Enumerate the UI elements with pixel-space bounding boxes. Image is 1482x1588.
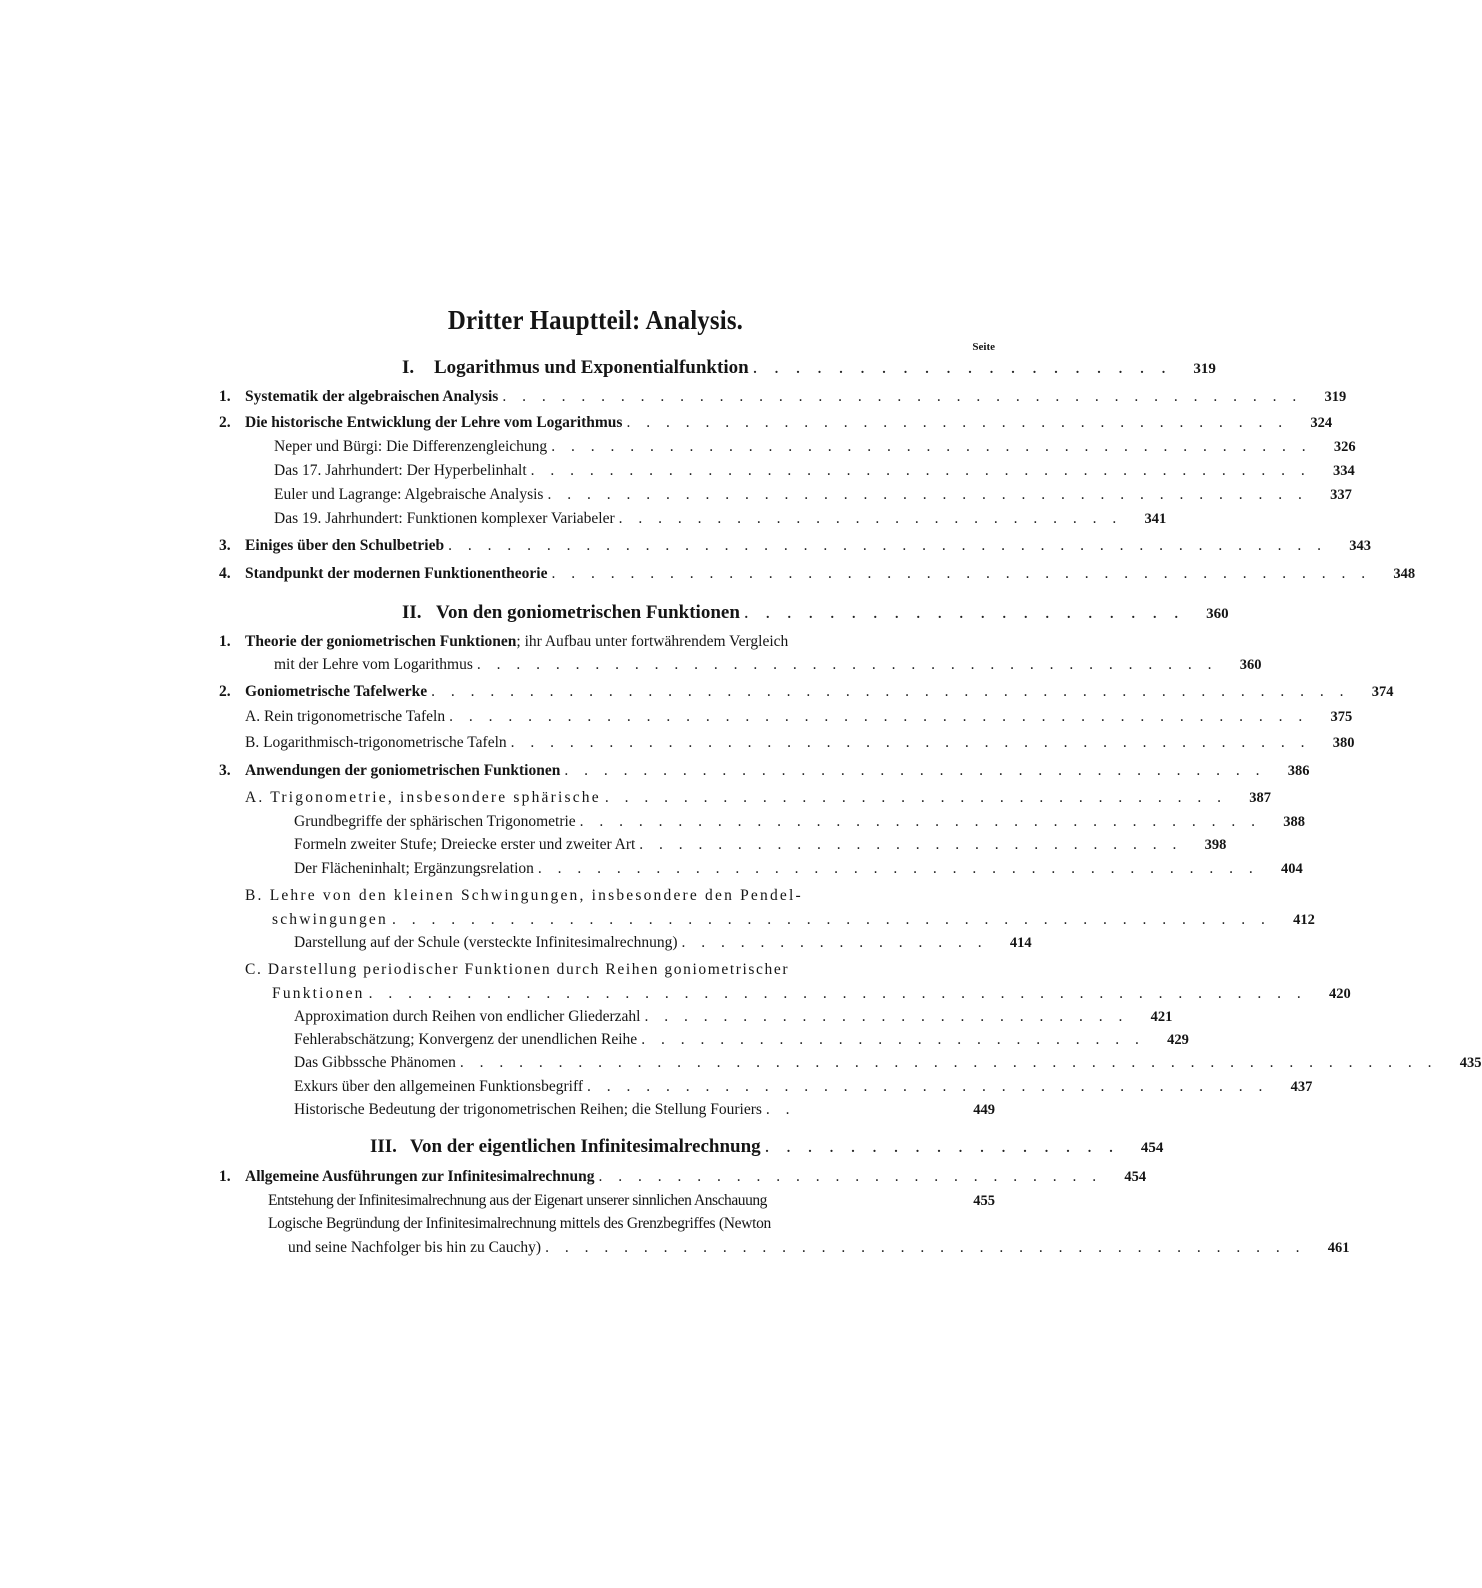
page-number: 437 (1290, 1079, 1313, 1095)
toc-subsubsection[interactable] (294, 833, 1227, 857)
page-number: 337 (1330, 487, 1352, 503)
subsection-title: Das 17. Jahrhundert: Der Hyperbelinhalt (274, 462, 527, 479)
subsubsection-title: Exkurs über den allgemeinen Funktionsbegriff (294, 1078, 583, 1095)
toc-subsubsection[interactable] (294, 931, 1032, 955)
leader-dots: . . . . . . . . . . . . . . . . . . . . . . . . . . . . . . . . . . . . . . . (547, 486, 1308, 503)
chapter-title: Von den goniometrischen Funktionen (436, 602, 740, 623)
toc-subsection[interactable] (245, 705, 1353, 729)
subsection-title-line: schwingungen (272, 911, 388, 928)
toc-subsection[interactable] (245, 958, 947, 982)
leader-dots: . . . . . . . . . . . . . . . . . . . . . . . . . . . . . . . . . . . . . . . (545, 1239, 1306, 1256)
toc-section[interactable] (219, 759, 1310, 783)
subsection-title: Entstehung der Infinitesimalrechnung aus der Eigenart unserer sinnlichen Anschauung (268, 1192, 767, 1209)
section-title: Anwendungen der goniometrischen Funktionen (245, 762, 561, 779)
subsubsection-title: Darstellung auf der Schule (versteckte Infinitesimalrechnung) (294, 934, 678, 951)
section-title: Allgemeine Ausführungen zur Infinitesimalrechnung (245, 1168, 595, 1185)
page-number: 341 (1144, 511, 1167, 527)
section-number: 3. (219, 762, 231, 779)
section-title: Systematik der algebraischen Analysis (245, 388, 499, 405)
chapter-title: Von der eigentlichen Infinitesimalrechnung (410, 1136, 761, 1157)
leader-dots: . . . . . . . . . . . . . . . . . . . . . . . . . . . . . . . . . . . . . . . . (530, 462, 1311, 479)
subsection-title-line: und seine Nachfolger bis hin zu Cauchy) (288, 1239, 542, 1256)
toc-section[interactable] (219, 562, 1416, 586)
leader-dots: . . . . . . . . . . . . . . . . . . . . . . . . . (644, 1008, 1129, 1025)
subsubsection-title: Approximation durch Reihen von endlicher Gliederzahl (294, 1008, 641, 1025)
subsection-title: Euler und Lagrange: Algebraische Analysis (274, 486, 544, 503)
toc-subsection-continuation[interactable] (272, 908, 1315, 932)
leader-dots: . . . . . . . . . . . . . . . . . (764, 1136, 1120, 1157)
leader-dots: . . . . . . . . . . . . . . . . . . . . . . . . . . . . . . . . . . . . . . . . . . . . (449, 708, 1309, 725)
page-number: 360 (1206, 606, 1229, 622)
page-number: 414 (1009, 935, 1032, 951)
leader-dots: . . . . . . . . . . . . . . . . . . . . . . . . . . . . . . . . . . . (579, 813, 1262, 830)
page-number: 429 (1167, 1032, 1189, 1048)
page-number: 334 (1333, 463, 1355, 479)
section-title: Die historische Entwicklung der Lehre vom Logarithmus (245, 414, 623, 431)
page-number: 343 (1349, 538, 1371, 554)
toc-chapter[interactable] (402, 598, 1229, 628)
leader-dots: . . . . . . . . . . . . . . . . . . . . . . . . . . . . . . . . . . . . . . (476, 656, 1218, 673)
page-number: 421 (1150, 1009, 1173, 1025)
toc-subsection-continuation[interactable] (272, 982, 1351, 1006)
subsection-title: Das 19. Jahrhundert: Funktionen komplexer Variabeler (274, 510, 615, 527)
page-number: 388 (1283, 814, 1306, 830)
leader-dots: . . . . . . . . . . . . . . . . . . . . . . . . . . . . . . . . . . . . . . . . . . . . . (448, 537, 1327, 554)
section-number: 3. (219, 537, 231, 554)
page-number: 387 (1249, 790, 1271, 806)
page-number: 435 (1459, 1055, 1482, 1071)
leader-dots: . . . . . . . . . . . . . . . . . . . . . . . . . . . . . . . . . . (626, 414, 1289, 431)
leader-dots: . . . . . . . . . . . . . . . . . . . . . . . . . . . . . . . . . . . . . . . . . . . . . . . . (368, 985, 1307, 1002)
leader-dots: . . . . . . . . . . . . . . . . (681, 934, 988, 951)
leader-dots: . . . . . . . . . . . . . . . . . . . . . . . . . . . . . . . . . . . . . . . . . (510, 734, 1311, 751)
subsubsection-title: Formeln zweiter Stufe; Dreiecke erster und zweiter Art (294, 836, 636, 853)
page-title: Dritter Hauptteil: Analysis. (447, 305, 744, 335)
leader-dots: . . . . . . . . . . . . . . . . . . . . . . . . . . . . . . . . . . . . . . . . . . . . . . . . . . (459, 1054, 1438, 1071)
leader-dots: . . . . . . . . . . . . . . . . . . . . . . . . . . . . . . . . . . . . . . . (551, 438, 1312, 455)
chapter-number: II. (402, 602, 422, 623)
page-number: 386 (1287, 763, 1310, 779)
toc-chapter[interactable] (402, 353, 1216, 383)
section-number: 1. (219, 388, 231, 405)
toc-subsection[interactable] (245, 731, 1355, 755)
toc-subsection[interactable] (268, 1189, 995, 1213)
subsection-title-line: Funktionen (272, 985, 365, 1002)
page-number: 454 (1124, 1169, 1147, 1185)
toc-subsubsection[interactable] (294, 810, 1306, 834)
toc-subsubsection[interactable] (294, 1075, 1313, 1099)
section-number: 2. (219, 683, 231, 700)
page-number: 420 (1329, 986, 1351, 1002)
toc-subsection[interactable] (245, 786, 1271, 810)
leader-dots: . . . . . . . . . . . . . . . . . . . . . . . . . . . . . . . . . . . . . . . . . . (551, 565, 1372, 582)
toc-section[interactable] (219, 534, 1371, 558)
leader-dots: . . . . . . . . . . . . . . . . . . . . . (743, 602, 1185, 623)
chapter-number: III. (370, 1136, 397, 1157)
chapter-title: Logarithmus und Exponentialfunktion (434, 357, 749, 378)
leader-dots: . . . . . . . . . . . . . . . . . . . . (752, 357, 1172, 378)
toc-subsection[interactable] (274, 507, 1167, 531)
leader-dots: . . . . . . . . . . . . . . . . . . . . . . . . . . . . . . . . . . . . . . . . . (502, 388, 1303, 405)
toc-section[interactable] (219, 411, 1333, 435)
page-number: 455 (973, 1193, 995, 1209)
toc-subsection[interactable] (268, 1212, 948, 1236)
toc-subsection[interactable] (274, 483, 1352, 507)
leader-dots: . . . . . . . . . . . . . . . . . . . . . . . . . . . . (639, 836, 1183, 853)
page-column-header: Seite (972, 341, 995, 353)
section-title: Theorie der goniometrischen Funktionen (245, 633, 517, 650)
toc-subsection[interactable] (274, 435, 1356, 459)
subsubsection-title: Der Flächeninhalt; Ergänzungsrelation (294, 860, 534, 877)
leader-dots: . . . . . . . . . . . . . . . . . . . . . . . . . . . . . . . . . . . . . . . . . . . . . (391, 911, 1271, 928)
toc-chapter[interactable] (370, 1132, 1164, 1162)
subsubsection-title: Das Gibbssche Phänomen (294, 1054, 456, 1071)
section-number: 1. (219, 633, 231, 650)
toc-subsubsection[interactable] (294, 857, 1303, 881)
subsection-title: Logische Begründung der Infinitesimalrechnung mittels des Grenzbegriffes (Newton (268, 1215, 771, 1232)
toc-subsection[interactable] (245, 884, 947, 908)
section-title: Einiges über den Schulbetrieb (245, 537, 445, 554)
leader-dots: . . . . . . . . . . . . . . . . . . . . . . . . . . . . . . . . . . . . . . . . . . . . . . . (431, 683, 1350, 700)
page-number: 326 (1333, 439, 1356, 455)
leader-dots: . . . . . . . . . . . . . . . . . . . . . . . . . . . . . . . . (604, 789, 1227, 806)
subsection-title: Neper und Bürgi: Die Differenzengleichung (274, 438, 548, 455)
toc-subsubsection[interactable] (294, 1098, 995, 1122)
page-number: 412 (1293, 912, 1315, 928)
toc-section[interactable] (219, 385, 1347, 409)
page-number: 375 (1330, 709, 1353, 725)
toc-subsubsection[interactable] (294, 1005, 1173, 1029)
section-title-continued: ; ihr Aufbau unter fortwährendem Vergleich (516, 633, 789, 650)
page-number: 449 (973, 1102, 995, 1118)
page-number: 454 (1140, 1140, 1164, 1156)
leader-dots: . . (765, 1101, 796, 1118)
page-number: 319 (1324, 389, 1347, 405)
leader-dots: . . . . . . . . . . . . . . . . . . . . . . . . . . . . . . . . . . . . (564, 762, 1266, 779)
toc-subsection-continuation[interactable] (288, 1236, 1350, 1260)
page-number: 374 (1371, 684, 1394, 700)
page-number: 360 (1239, 657, 1262, 673)
section-number: 1. (219, 1168, 231, 1185)
subsubsection-title: Grundbegriffe der sphärischen Trigonometrie (294, 813, 576, 830)
toc-section[interactable] (219, 1165, 1147, 1189)
subsection-title: C. Darstellung periodischer Funktionen durch Reihen goniometrischer (245, 961, 790, 978)
section-title: Standpunkt der modernen Funktionentheorie (245, 565, 548, 582)
toc-subsubsection[interactable] (294, 1028, 1189, 1052)
subsubsection-title: Historische Bedeutung der trigonometrischen Reihen; die Stellung Fouriers (294, 1101, 762, 1118)
section-number: 4. (219, 565, 231, 582)
subsection-title: A. Trigonometrie, insbesondere sphärische (245, 789, 601, 806)
leader-dots: . . . . . . . . . . . . . . . . . . . . . . . . . . (618, 510, 1123, 527)
page-number: 461 (1327, 1240, 1350, 1256)
leader-dots: . . . . . . . . . . . . . . . . . . . . . . . . . . (598, 1168, 1103, 1185)
page-number: 348 (1393, 566, 1416, 582)
toc-section[interactable] (219, 630, 995, 654)
toc-section[interactable] (219, 680, 1394, 704)
page-number: 398 (1204, 837, 1227, 853)
subsection-title: B. Lehre von den kleinen Schwingungen, insbesondere den Pendel- (245, 887, 803, 904)
page-number: 319 (1193, 361, 1216, 377)
leader-dots: . . . . . . . . . . . . . . . . . . . . . . . . . . . . . . . . . . . (586, 1078, 1269, 1095)
toc-subsection[interactable] (274, 459, 1355, 483)
section-number: 2. (219, 414, 231, 431)
toc-section-continuation[interactable] (274, 653, 1262, 677)
section-title: Goniometrische Tafelwerke (245, 683, 428, 700)
leader-dots: . . . . . . . . . . . . . . . . . . . . . . . . . . . . . . . . . . . . . (537, 860, 1259, 877)
page-number: 324 (1310, 415, 1333, 431)
chapter-number: I. (402, 357, 415, 378)
page-number: 404 (1281, 861, 1303, 877)
subsection-title: B. Logarithmisch-trigonometrische Tafeln (245, 734, 507, 751)
subsubsection-title: Fehlerabschätzung; Konvergenz der unendlichen Reihe (294, 1031, 638, 1048)
toc-subsubsection[interactable] (294, 1051, 1482, 1075)
page-number: 380 (1332, 735, 1355, 751)
leader-dots: . . . . . . . . . . . . . . . . . . . . . . . . . . (641, 1031, 1145, 1048)
subsection-title: A. Rein trigonometrische Tafeln (245, 708, 446, 725)
section-title-line: mit der Lehre vom Logarithmus (274, 656, 473, 673)
